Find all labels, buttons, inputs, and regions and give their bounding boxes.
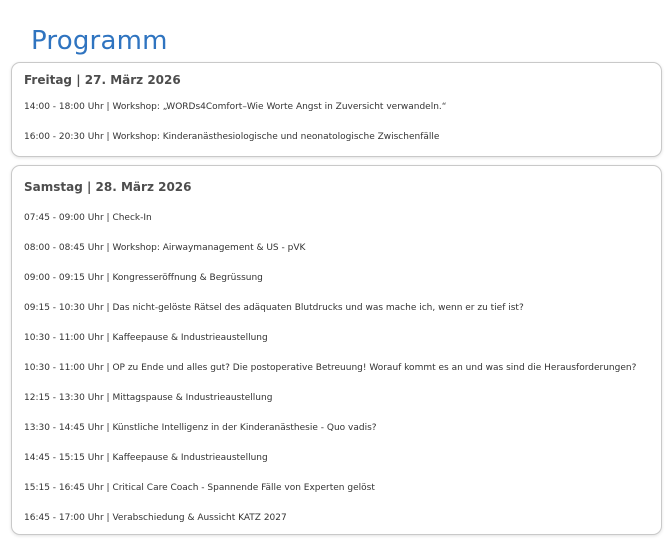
program-entry: 10:30 - 11:00 Uhr | Kaffeepause & Industrieaustellung — [24, 333, 268, 343]
program-list — [24, 212, 655, 542]
day-card-saturday — [11, 165, 662, 535]
program-entry: 16:00 - 20:30 Uhr | Workshop: Kinderanästhesiologische und neonatologische Zwischenfälle — [24, 132, 440, 142]
program-entry: 14:45 - 15:15 Uhr | Kaffeepause & Industrieaustellung — [24, 453, 268, 463]
program-entry: 07:45 - 09:00 Uhr | Check-In — [24, 213, 152, 223]
day-heading: Freitag | 27. März 2026 — [24, 73, 181, 87]
program-entry: 13:30 - 14:45 Uhr | Künstliche Intelligenz in der Kinderanästhesie - Quo vadis? — [24, 423, 377, 433]
program-entry: 16:45 - 17:00 Uhr | Verabschiedung & Aussicht KATZ 2027 — [24, 513, 287, 523]
program-entry: 12:15 - 13:30 Uhr | Mittagspause & Industrieaustellung — [24, 393, 273, 403]
program-list — [24, 101, 655, 161]
program-entry: 15:15 - 16:45 Uhr | Critical Care Coach - Spannende Fälle von Experten gelöst — [24, 483, 375, 493]
page-title: Programm — [31, 26, 168, 57]
program-entry: 10:30 - 11:00 Uhr | OP zu Ende und alles gut? Die postoperative Betreuung! Worauf kommt es an und was sind die Herausforderungen? — [24, 363, 637, 373]
program-entry: 09:00 - 09:15 Uhr | Kongresseröffnung & Begrüssung — [24, 273, 263, 283]
program-entry: 14:00 - 18:00 Uhr | Workshop: „WORDs4Comfort–Wie Worte Angst in Zuversicht verwandeln.“ — [24, 102, 447, 112]
program-entry: 09:15 - 10:30 Uhr | Das nicht-gelöste Rätsel des adäquaten Blutdrucks und was mache ich, wenn er zu tief ist? — [24, 303, 524, 313]
day-heading: Samstag | 28. März 2026 — [24, 180, 192, 194]
day-card-friday — [11, 62, 662, 157]
program-entry: 08:00 - 08:45 Uhr | Workshop: Airwaymanagement & US - pVK — [24, 243, 306, 253]
